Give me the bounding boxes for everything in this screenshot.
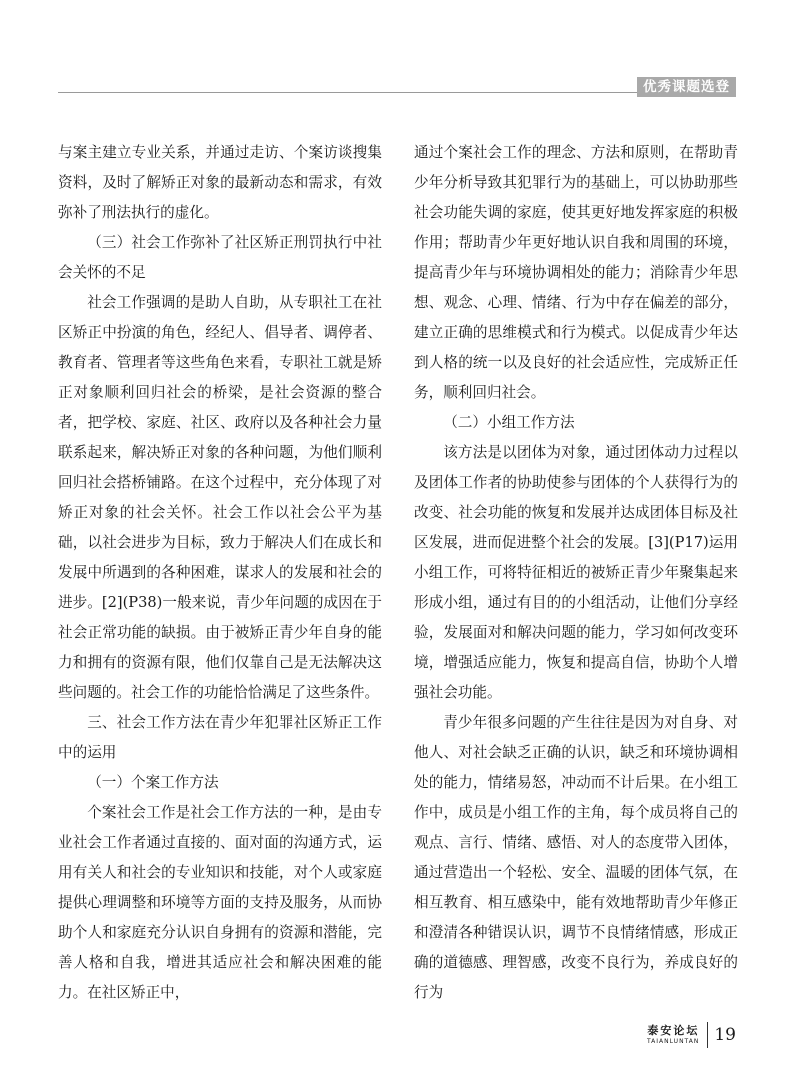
paragraph: 社会工作强调的是助人自助，从专职社工在社区矫正中扮演的角色，经纪人、倡导者、调停者、教育者、管理者等这些角色来看，专职社工就是矫正对象顺利回归社会的桥梁，是社会资源的整合者，把学校、家庭、社区、政府以及各种社会力量联系起来，解决矫正对象的各种问题，为他们顺利回归社会搭桥铺路。在这个过程中，充分体现了对矫正对象的社会关怀。社会工作以社会公平为基础，以社会进步为目标，致力于解决人们在成长和发展中所遇到的各种困难，谋求人的发展和社会的进步。[2](P38)一般来说，青少年问题的成因在于社会正常功能的缺损。由于被矫正青少年自身的能力和拥有的资源有限，他们仅靠自己是无法解决这些问题的。社会工作的功能恰恰满足了这些条件。 xyxy=(58,294,382,701)
left-column xyxy=(58,138,382,1008)
paragraph: 三、社会工作方法在青少年犯罪社区矫正工作中的运用 xyxy=(58,714,382,761)
header-rule xyxy=(58,92,736,93)
paragraph: 个案社会工作是社会工作方法的一种，是由专业社会工作者通过直接的、面对面的沟通方式，运用有关人和社会的专业知识和技能，对个人或家庭提供心理调整和环境等方面的支持及服务，从而协助个人和家庭充分认识自身拥有的资源和潜能，完善人格和自我，增进其适应社会和解决困难的能力。在社区矫正中， xyxy=(58,804,382,1001)
paragraph: （一）个案工作方法 xyxy=(87,774,219,791)
right-column xyxy=(414,138,738,1008)
paragraph: （二）小组工作方法 xyxy=(443,414,575,431)
paragraph: 与案主建立专业关系，并通过走访、个案访谈搜集资料，及时了解矫正对象的最新动态和需求，有效弥补了刑法执行的虚化。 xyxy=(58,144,382,221)
journal-name-en: TAIANLUNTAN xyxy=(646,1038,700,1045)
paragraph: 该方法是以团体为对象，通过团体动力过程以及团体工作者的协助使参与团体的个人获得行为的改变、社会功能的恢复和发展并达成团体目标及社区发展，进而促进整个社会的发展。[3](P17)运用小组工作，可将特征相近的被矫正青少年聚集起来形成小组，通过有目的的小组活动，让他们分享经验，发展面对和解决问题的能力，学习如何改变环境，增强适应能力，恢复和提高自信，协助个人增强社会功能。 xyxy=(414,444,738,701)
journal-name-cn: 泰安论坛 xyxy=(647,1024,700,1037)
paragraph: （三）社会工作弥补了社区矫正刑罚执行中社会关怀的不足 xyxy=(58,234,382,281)
paragraph: 青少年很多问题的产生往往是因为对自身、对他人、对社会缺乏正确的认识，缺乏和环境协调相处的能力，情绪易怒，冲动而不计后果。在小组工作中，成员是小组工作的主角，每个成员将自己的观点、言行、情绪、感悟、对人的态度带入团体，通过营造出一个轻松、安全、温暖的团体气氛，在相互教育、相互感染中，能有效地帮助青少年修正和澄清各种错误认识，调节不良情绪情感，形成正确的道德感、理智感，改变不良行为，养成良好的行为 xyxy=(414,714,738,1001)
journal-brand xyxy=(647,1024,699,1046)
paragraph: 通过个案社会工作的理念、方法和原则，在帮助青少年分析导致其犯罪行为的基础上，可以协助那些社会功能失调的家庭，使其更好地发挥家庭的积极作用；帮助青少年更好地认识自我和周围的环境，提高青少年与环境协调相处的能力；消除青少年思想、观念、心理、情绪、行为中存在偏差的部分，建立正确的思维模式和行为模式。以促成青少年达到人格的统一以及良好的社会适应性，完成矫正任务，顺利回归社会。 xyxy=(414,144,738,401)
section-tag: 优秀课题选登 xyxy=(637,77,736,97)
page-number: 19 xyxy=(714,1025,736,1045)
footer-divider xyxy=(707,1022,708,1048)
page-footer xyxy=(647,1020,736,1050)
